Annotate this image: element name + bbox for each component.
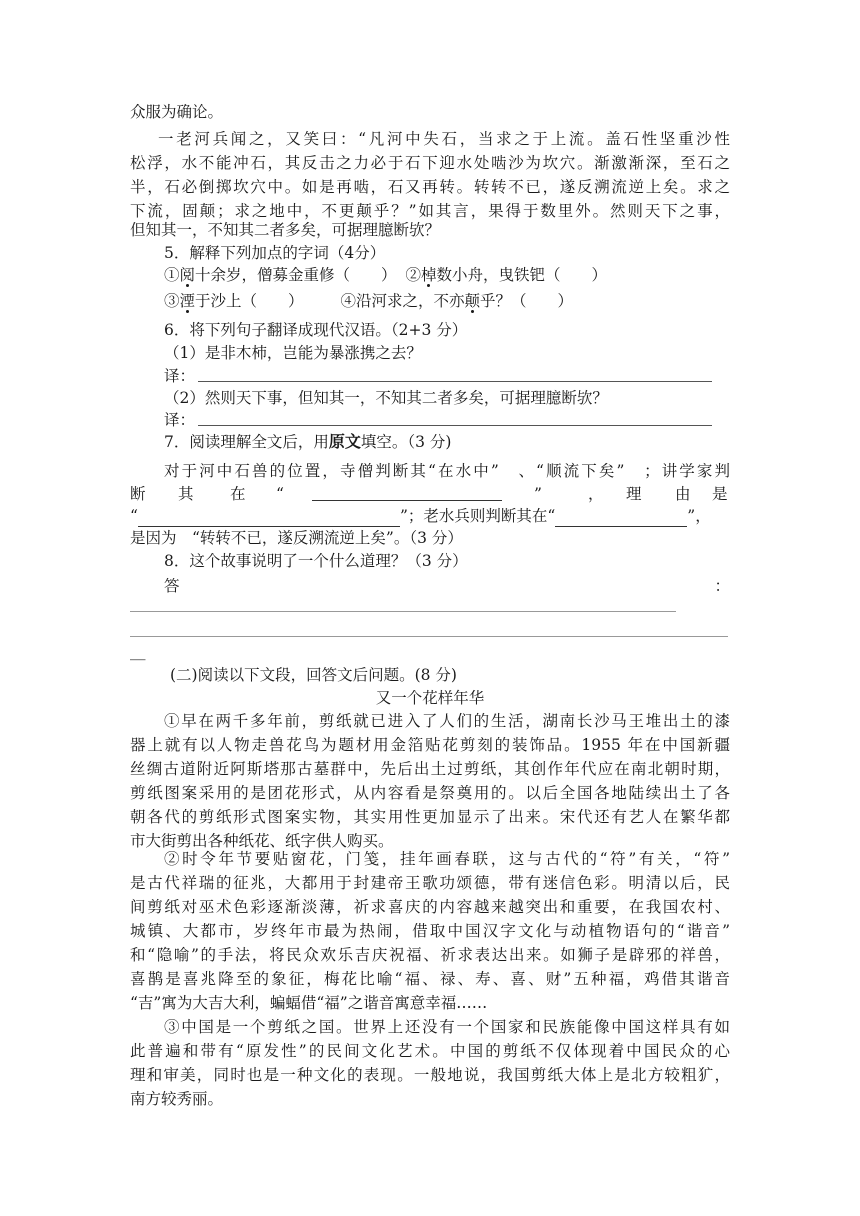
passage-line: 下流，固颠；求之地中，不更颠乎？”如其言，果得于数里外。然则天下之事， [130, 202, 730, 220]
article-title: 又一个花样年华 [375, 689, 485, 707]
paragraph-line: ③中国是一个剪纸之国。世界上还没有一个国家和民族能像中国这样具有如 [164, 1018, 730, 1036]
paragraph-line: 和“隐喻”的手法，将民众欢乐吉庆祝福、祈求表达出来。如狮子是辟邪的祥兽， [130, 946, 730, 964]
dotted-char: 颠 [464, 292, 481, 310]
paragraph-line: 是古代祥瑞的征兆，大都用于封建帝王歌功颂德，带有迷信色彩。明清以后，民 [130, 874, 730, 892]
dotted-char: 湮 [179, 292, 196, 310]
answer-line-1[interactable] [130, 611, 676, 612]
translation-label-1: 译： [164, 367, 196, 385]
question-5-row-1: ①阅十余岁，僧募金重修（ ） ②棹数小舟，曳铁钯（ ） [164, 266, 608, 284]
question-6-stem: 6．将下列句子翻译成现代汉语。（2+3 分） [164, 321, 468, 339]
paragraph-line: ①早在两千多年前，剪纸就已进入了人们的生活，湖南长沙马王堆出土的漆 [164, 712, 730, 730]
answer-line-2[interactable] [130, 636, 728, 637]
question-7-line-3: “ ”；老水兵则判断其在“ ”， [130, 507, 711, 525]
dotted-char: 阅 [179, 266, 196, 284]
fill-blank-3[interactable] [555, 509, 687, 527]
translation-answer-line-1[interactable] [198, 381, 712, 382]
paragraph-line: 此普遍和带有“原发性”的民间文化艺术。中国的剪纸不仅体现着中国民众的心 [130, 1042, 730, 1060]
paragraph-line: 南方较秀丽。 [130, 1090, 224, 1108]
paragraph-line: 朝各代的剪纸形式图案实物，其实用性更加显示了出来。宋代还有艺人在繁华都 [130, 808, 730, 826]
passage-line: 半，石必倒掷坎穴中。如是再啮，石又再转。转转不已，遂反溯流逆上矣。求之 [130, 178, 730, 196]
paragraph-line: ②时令年节要贴窗花，门笺，挂年画春联，这与古代的“符”有关，“符” [164, 850, 730, 868]
paragraph-line: 喜鹊是喜兆降至的象征，梅花比喻“福、禄、寿、喜、财”五种福，鸡借其谐音 [130, 970, 730, 988]
paragraph-line: 丝绸古道附近阿斯塔那古墓群中，先后出土过剪纸，其创作年代应在南北朝时期， [130, 760, 730, 778]
section-2-header: (二)阅读以下文段，回答文后问题。(8 分) [170, 666, 457, 684]
paragraph-line: 理和审美，同时也是一种文化的表现。一般地说，我国剪纸大体上是北方较粗犷， [130, 1066, 730, 1084]
passage-line: 但知其一，不知其二者多矣，可据理臆断欤？ [130, 221, 441, 239]
answer-label: 答 [164, 577, 180, 595]
paragraph-line: 间剪纸对巫术色彩逐渐淡薄，祈求喜庆的内容越来越突出和重要，在我国农村、 [130, 898, 730, 916]
question-5-row-2: ③湮于沙上（ ） ④沿河求之，不亦颠乎？（ ） [164, 292, 574, 310]
question-7-line-1: 对于河中石兽的位置，寺僧判断其“在水中” 、“顺流下矣” ；讲学家判 [164, 462, 730, 480]
question-6-sentence-1: （1）是非木杮，岂能为暴涨携之去？ [164, 344, 422, 362]
passage-line: 松浮，水不能冲石，其反击之力必于石下迎水处啮沙为坎穴。渐激渐深，至石之 [130, 154, 730, 172]
paragraph-line: 城镇、大都市，岁终年市最为热闹，借取中国汉字文化与动植物语句的“谐音” [130, 922, 730, 940]
paragraph-line: 市大街剪出各种纸花、纸字供人购买。 [130, 832, 394, 850]
passage-line: 众服为确论。 [130, 103, 224, 121]
dotted-char: 棹 [421, 266, 437, 284]
emphasis-bold-text: 原文 [328, 432, 361, 451]
paragraph-line: “吉”寓为大吉大利，蝙蝠借“福”之谐音寓意幸福…… [130, 994, 488, 1012]
fill-blank-1[interactable] [312, 483, 502, 501]
answer-colon: ： [714, 577, 730, 595]
question-8-stem: 8．这个故事说明了一个什么道理？（3 分） [164, 552, 468, 570]
fill-blank-2[interactable] [138, 509, 400, 527]
question-6-sentence-2: （2）然则天下事，但知其一，不知其二者多矣，可据理臆断欤？ [164, 389, 608, 407]
paragraph-line: 剪纸图案采用的是团花形式，从内容看是祭奠用的。以后全国各地陆续出土了各 [130, 784, 730, 802]
answer-line-tail: ＿ [130, 644, 146, 662]
passage-line: 一老河兵闻之，又笑曰：“凡河中失石，当求之于上流。盖石性坚重沙性 [158, 130, 730, 148]
translation-label-2: 译： [164, 411, 196, 429]
paragraph-line: 器上就有以人物走兽花鸟为题材用金箔贴花剪刻的装饰品。1955 年在中国新疆 [130, 736, 730, 754]
question-7-line-4: 是因为 “转转不已，遂反溯流逆上矣”。（3 分） [130, 529, 463, 547]
translation-answer-line-2[interactable] [198, 425, 712, 426]
question-7-stem: 7．阅读理解全文后，用原文填空。（3 分) [164, 432, 452, 451]
question-5-stem: 5．解释下列加点的字词（4分） [164, 244, 386, 262]
